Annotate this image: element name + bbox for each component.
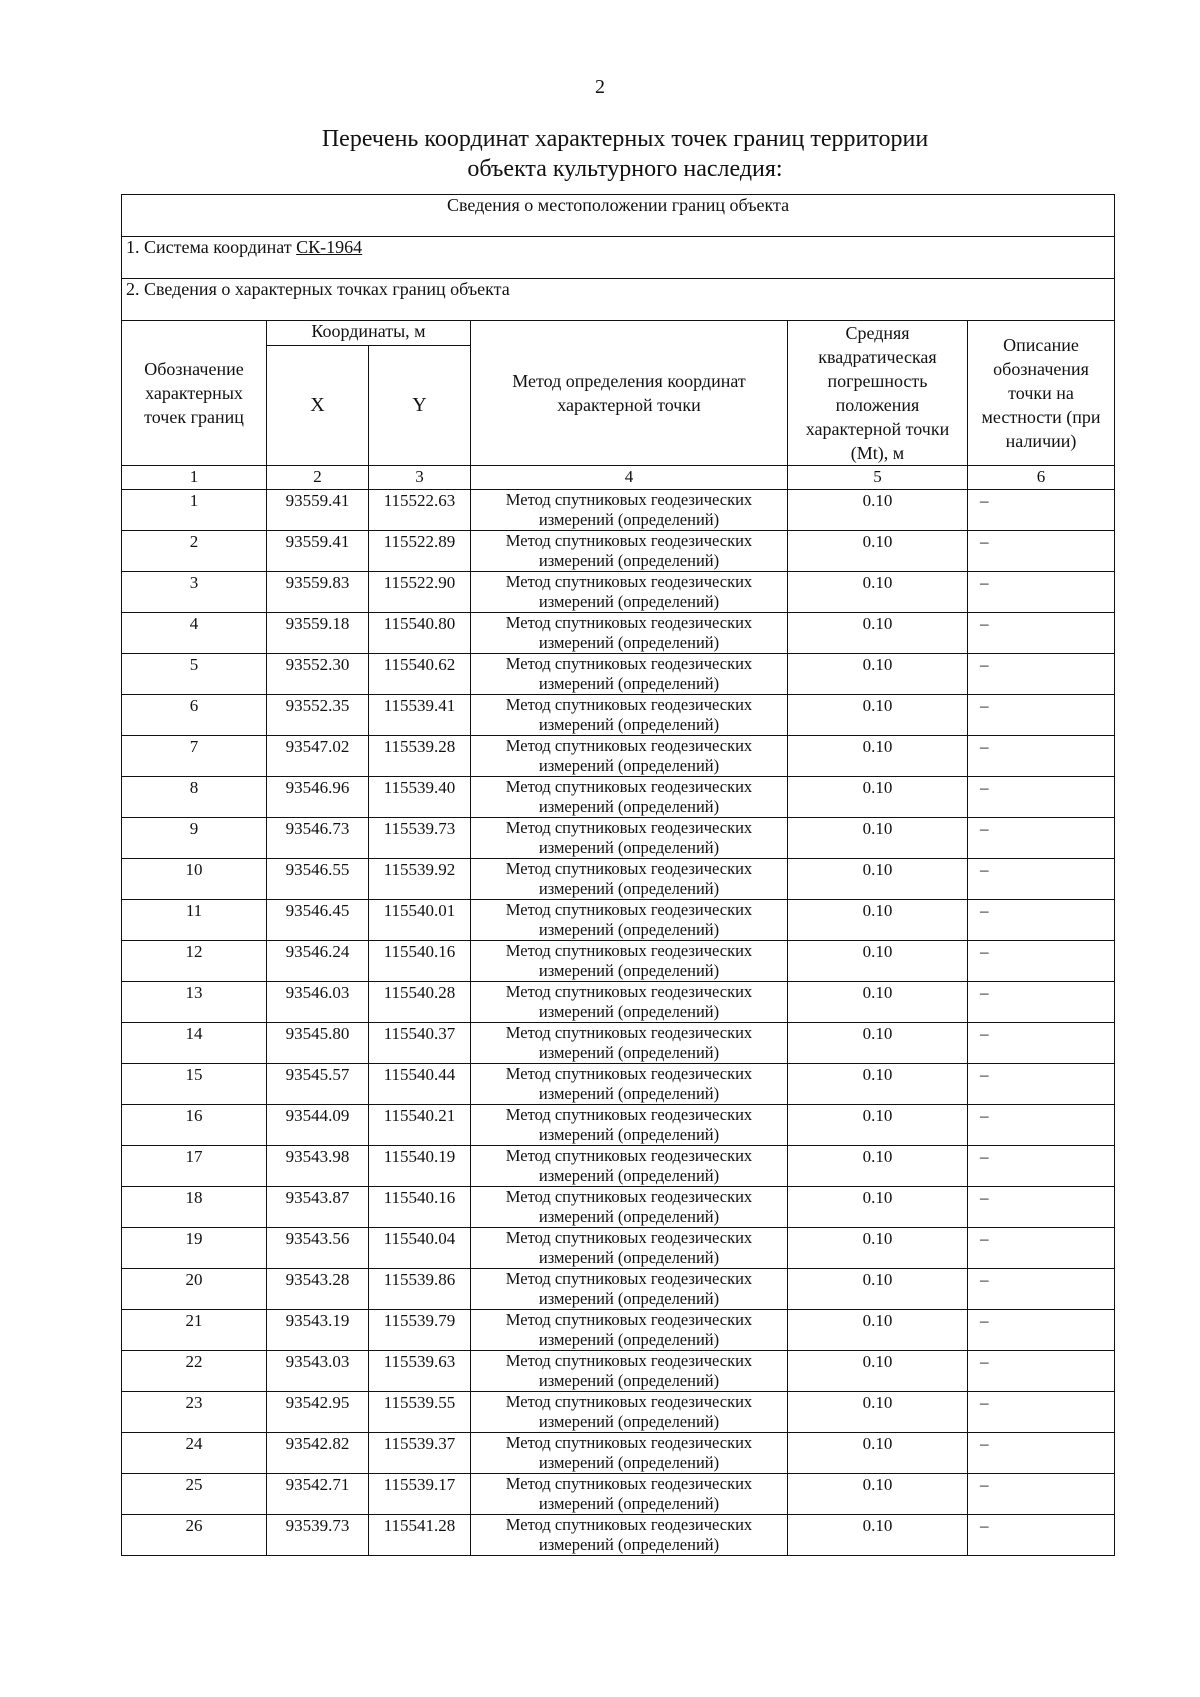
description-value: – xyxy=(968,941,1115,982)
point-number: 15 xyxy=(122,1064,267,1105)
y-coordinate: 115540.01 xyxy=(369,900,471,941)
method: Метод спутниковых геодезических измерений (определений) xyxy=(471,1228,788,1269)
document-title-line-2: объекта культурного наследия: xyxy=(467,156,783,182)
col-header-y: Y xyxy=(369,345,471,465)
description-value: – xyxy=(968,1064,1115,1105)
y-coordinate: 115540.62 xyxy=(369,654,471,695)
table-row xyxy=(122,613,1115,654)
column-number: 1 xyxy=(122,466,267,490)
table-row xyxy=(122,490,1115,531)
method: Метод спутниковых геодезических измерений (определений) xyxy=(471,1351,788,1392)
col-header-method: Метод определения координат характерной точки xyxy=(471,321,788,466)
column-number: 3 xyxy=(369,466,471,490)
document-title-line-1: Перечень координат характерных точек границ территории xyxy=(321,126,929,152)
column-number: 4 xyxy=(471,466,788,490)
coord-system-label: 1. Система координат xyxy=(126,237,292,257)
table-row xyxy=(122,1392,1115,1433)
column-number: 6 xyxy=(968,466,1115,490)
method: Метод спутниковых геодезических измерений (определений) xyxy=(471,1146,788,1187)
description-value: – xyxy=(968,1351,1115,1392)
coord-system-cell xyxy=(122,237,1115,279)
description-value: – xyxy=(968,1392,1115,1433)
y-coordinate: 115522.90 xyxy=(369,572,471,613)
description-value: – xyxy=(968,736,1115,777)
point-number: 16 xyxy=(122,1105,267,1146)
x-coordinate: 93539.73 xyxy=(267,1515,369,1556)
error-value: 0.10 xyxy=(788,1269,968,1310)
x-coordinate: 93559.83 xyxy=(267,572,369,613)
error-value: 0.10 xyxy=(788,613,968,654)
y-coordinate: 115539.55 xyxy=(369,1392,471,1433)
description-value: – xyxy=(968,695,1115,736)
x-coordinate: 93543.98 xyxy=(267,1146,369,1187)
method: Метод спутниковых геодезических измерений (определений) xyxy=(471,982,788,1023)
y-coordinate: 115539.41 xyxy=(369,695,471,736)
x-coordinate: 93552.35 xyxy=(267,695,369,736)
method: Метод спутниковых геодезических измерений (определений) xyxy=(471,1515,788,1556)
table-row xyxy=(122,1269,1115,1310)
description-value: – xyxy=(968,1310,1115,1351)
method: Метод спутниковых геодезических измерений (определений) xyxy=(471,613,788,654)
y-coordinate: 115541.28 xyxy=(369,1515,471,1556)
table-row xyxy=(122,1474,1115,1515)
table-row xyxy=(122,777,1115,818)
error-value: 0.10 xyxy=(788,1023,968,1064)
table-row xyxy=(122,1310,1115,1351)
description-value: – xyxy=(968,654,1115,695)
y-coordinate: 115539.63 xyxy=(369,1351,471,1392)
point-number: 5 xyxy=(122,654,267,695)
table-row xyxy=(122,982,1115,1023)
description-value: – xyxy=(968,1146,1115,1187)
error-value: 0.10 xyxy=(788,654,968,695)
points-header: 2. Сведения о характерных точках границ объекта xyxy=(122,279,1115,321)
method: Метод спутниковых геодезических измерений (определений) xyxy=(471,859,788,900)
table-row xyxy=(122,736,1115,777)
error-value: 0.10 xyxy=(788,1064,968,1105)
description-value: – xyxy=(968,1515,1115,1556)
point-number: 25 xyxy=(122,1474,267,1515)
description-value: – xyxy=(968,982,1115,1023)
y-coordinate: 115540.21 xyxy=(369,1105,471,1146)
table-row xyxy=(122,1351,1115,1392)
method: Метод спутниковых геодезических измерений (определений) xyxy=(471,490,788,531)
table-row xyxy=(122,1146,1115,1187)
description-value: – xyxy=(968,1474,1115,1515)
x-coordinate: 93542.82 xyxy=(267,1433,369,1474)
method: Метод спутниковых геодезических измерений (определений) xyxy=(471,900,788,941)
error-value: 0.10 xyxy=(788,1392,968,1433)
method: Метод спутниковых геодезических измерений (определений) xyxy=(471,941,788,982)
description-value: – xyxy=(968,777,1115,818)
method: Метод спутниковых геодезических измерений (определений) xyxy=(471,1433,788,1474)
point-number: 17 xyxy=(122,1146,267,1187)
point-number: 18 xyxy=(122,1187,267,1228)
coord-system-value: СК-1964 xyxy=(296,237,363,257)
method: Метод спутниковых геодезических измерений (определений) xyxy=(471,531,788,572)
coord-system-row xyxy=(122,237,1115,279)
y-coordinate: 115539.37 xyxy=(369,1433,471,1474)
section-header-row xyxy=(122,195,1115,237)
coordinates-table xyxy=(121,194,1115,1556)
description-value: – xyxy=(968,1433,1115,1474)
document-title xyxy=(0,124,1200,184)
point-number: 1 xyxy=(122,490,267,531)
table-row xyxy=(122,1023,1115,1064)
error-value: 0.10 xyxy=(788,1474,968,1515)
error-value: 0.10 xyxy=(788,736,968,777)
table-row xyxy=(122,1515,1115,1556)
x-coordinate: 93546.73 xyxy=(267,818,369,859)
y-coordinate: 115539.86 xyxy=(369,1269,471,1310)
x-coordinate: 93543.87 xyxy=(267,1187,369,1228)
y-coordinate: 115540.16 xyxy=(369,1187,471,1228)
error-value: 0.10 xyxy=(788,777,968,818)
method: Метод спутниковых геодезических измерений (определений) xyxy=(471,1310,788,1351)
y-coordinate: 115539.40 xyxy=(369,777,471,818)
error-value: 0.10 xyxy=(788,941,968,982)
error-value: 0.10 xyxy=(788,490,968,531)
col-header-coordinates: Координаты, м xyxy=(267,321,471,346)
method: Метод спутниковых геодезических измерений (определений) xyxy=(471,1392,788,1433)
x-coordinate: 93545.80 xyxy=(267,1023,369,1064)
y-coordinate: 115539.92 xyxy=(369,859,471,900)
column-number: 2 xyxy=(267,466,369,490)
points-header-row xyxy=(122,279,1115,321)
error-value: 0.10 xyxy=(788,900,968,941)
col-header-x: X xyxy=(267,345,369,465)
x-coordinate: 93559.41 xyxy=(267,490,369,531)
y-coordinate: 115540.80 xyxy=(369,613,471,654)
point-number: 23 xyxy=(122,1392,267,1433)
description-value: – xyxy=(968,1269,1115,1310)
method: Метод спутниковых геодезических измерений (определений) xyxy=(471,1269,788,1310)
table-row xyxy=(122,818,1115,859)
method: Метод спутниковых геодезических измерений (определений) xyxy=(471,1187,788,1228)
y-coordinate: 115539.79 xyxy=(369,1310,471,1351)
point-number: 13 xyxy=(122,982,267,1023)
x-coordinate: 93546.55 xyxy=(267,859,369,900)
table-row xyxy=(122,1433,1115,1474)
x-coordinate: 93542.95 xyxy=(267,1392,369,1433)
method: Метод спутниковых геодезических измерений (определений) xyxy=(471,818,788,859)
table-row xyxy=(122,531,1115,572)
column-header-row-1 xyxy=(122,321,1115,346)
method: Метод спутниковых геодезических измерений (определений) xyxy=(471,736,788,777)
x-coordinate: 93544.09 xyxy=(267,1105,369,1146)
point-number: 7 xyxy=(122,736,267,777)
point-number: 4 xyxy=(122,613,267,654)
col-header-error: Средняя квадратическая погрешность положения характерной точки (Mt), м xyxy=(788,321,968,466)
point-number: 3 xyxy=(122,572,267,613)
point-number: 21 xyxy=(122,1310,267,1351)
table-row xyxy=(122,1187,1115,1228)
point-number: 8 xyxy=(122,777,267,818)
point-number: 11 xyxy=(122,900,267,941)
description-value: – xyxy=(968,1187,1115,1228)
x-coordinate: 93542.71 xyxy=(267,1474,369,1515)
point-number: 10 xyxy=(122,859,267,900)
error-value: 0.10 xyxy=(788,1228,968,1269)
point-number: 24 xyxy=(122,1433,267,1474)
table-row xyxy=(122,572,1115,613)
method: Метод спутниковых геодезических измерений (определений) xyxy=(471,695,788,736)
table-row xyxy=(122,900,1115,941)
x-coordinate: 93543.19 xyxy=(267,1310,369,1351)
x-coordinate: 93546.96 xyxy=(267,777,369,818)
x-coordinate: 93546.03 xyxy=(267,982,369,1023)
error-value: 0.10 xyxy=(788,531,968,572)
y-coordinate: 115540.28 xyxy=(369,982,471,1023)
point-number: 22 xyxy=(122,1351,267,1392)
description-value: – xyxy=(968,1023,1115,1064)
method: Метод спутниковых геодезических измерений (определений) xyxy=(471,1105,788,1146)
point-number: 20 xyxy=(122,1269,267,1310)
description-value: – xyxy=(968,572,1115,613)
point-number: 14 xyxy=(122,1023,267,1064)
table-row xyxy=(122,941,1115,982)
x-coordinate: 93559.41 xyxy=(267,531,369,572)
description-value: – xyxy=(968,613,1115,654)
y-coordinate: 115540.19 xyxy=(369,1146,471,1187)
x-coordinate: 93543.56 xyxy=(267,1228,369,1269)
point-number: 19 xyxy=(122,1228,267,1269)
x-coordinate: 93545.57 xyxy=(267,1064,369,1105)
error-value: 0.10 xyxy=(788,572,968,613)
y-coordinate: 115539.17 xyxy=(369,1474,471,1515)
table-row xyxy=(122,1105,1115,1146)
y-coordinate: 115539.28 xyxy=(369,736,471,777)
method: Метод спутниковых геодезических измерений (определений) xyxy=(471,1064,788,1105)
y-coordinate: 115540.44 xyxy=(369,1064,471,1105)
x-coordinate: 93547.02 xyxy=(267,736,369,777)
table-row xyxy=(122,859,1115,900)
point-number: 2 xyxy=(122,531,267,572)
x-coordinate: 93546.24 xyxy=(267,941,369,982)
y-coordinate: 115539.73 xyxy=(369,818,471,859)
method: Метод спутниковых геодезических измерений (определений) xyxy=(471,572,788,613)
y-coordinate: 115540.37 xyxy=(369,1023,471,1064)
error-value: 0.10 xyxy=(788,1187,968,1228)
error-value: 0.10 xyxy=(788,1433,968,1474)
point-number: 26 xyxy=(122,1515,267,1556)
error-value: 0.10 xyxy=(788,1515,968,1556)
error-value: 0.10 xyxy=(788,818,968,859)
description-value: – xyxy=(968,1105,1115,1146)
description-value: – xyxy=(968,490,1115,531)
description-value: – xyxy=(968,818,1115,859)
table-row xyxy=(122,654,1115,695)
page-number: 2 xyxy=(595,76,605,98)
x-coordinate: 93552.30 xyxy=(267,654,369,695)
error-value: 0.10 xyxy=(788,1105,968,1146)
y-coordinate: 115540.16 xyxy=(369,941,471,982)
col-header-designation: Обозначение характерных точек границ xyxy=(122,321,267,466)
table-row xyxy=(122,1064,1115,1105)
error-value: 0.10 xyxy=(788,1351,968,1392)
description-value: – xyxy=(968,531,1115,572)
method: Метод спутниковых геодезических измерений (определений) xyxy=(471,1023,788,1064)
x-coordinate: 93543.28 xyxy=(267,1269,369,1310)
y-coordinate: 115522.89 xyxy=(369,531,471,572)
table-row xyxy=(122,1228,1115,1269)
section-header: Сведения о местоположении границ объекта xyxy=(122,195,1115,237)
table-row xyxy=(122,695,1115,736)
error-value: 0.10 xyxy=(788,1310,968,1351)
x-coordinate: 93546.45 xyxy=(267,900,369,941)
error-value: 0.10 xyxy=(788,859,968,900)
method: Метод спутниковых геодезических измерений (определений) xyxy=(471,654,788,695)
point-number: 12 xyxy=(122,941,267,982)
x-coordinate: 93559.18 xyxy=(267,613,369,654)
description-value: – xyxy=(968,1228,1115,1269)
y-coordinate: 115540.04 xyxy=(369,1228,471,1269)
col-header-description: Описание обозначения точки на местности (при наличии) xyxy=(968,321,1115,466)
error-value: 0.10 xyxy=(788,695,968,736)
method: Метод спутниковых геодезических измерений (определений) xyxy=(471,1474,788,1515)
description-value: – xyxy=(968,859,1115,900)
error-value: 0.10 xyxy=(788,982,968,1023)
y-coordinate: 115522.63 xyxy=(369,490,471,531)
column-number: 5 xyxy=(788,466,968,490)
x-coordinate: 93543.03 xyxy=(267,1351,369,1392)
description-value: – xyxy=(968,900,1115,941)
point-number: 9 xyxy=(122,818,267,859)
point-number: 6 xyxy=(122,695,267,736)
method: Метод спутниковых геодезических измерений (определений) xyxy=(471,777,788,818)
error-value: 0.10 xyxy=(788,1146,968,1187)
column-number-row xyxy=(122,466,1115,490)
